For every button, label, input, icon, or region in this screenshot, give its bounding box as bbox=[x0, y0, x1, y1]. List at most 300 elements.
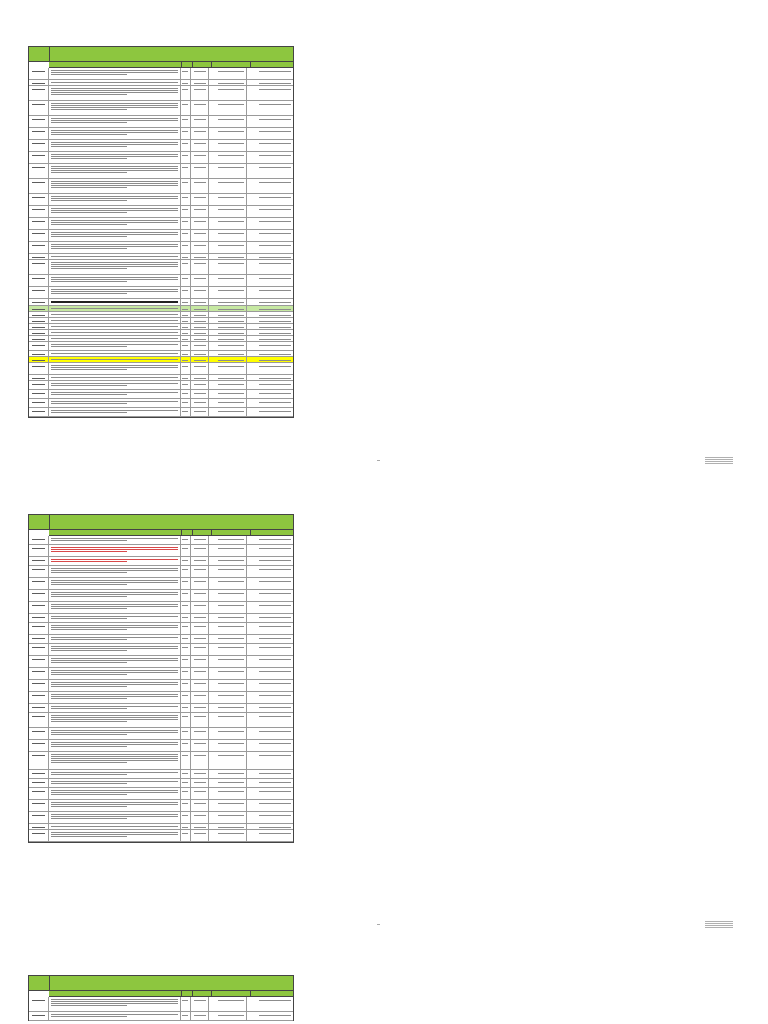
item-cell bbox=[29, 788, 49, 799]
table-row bbox=[29, 86, 293, 101]
unit-cell bbox=[181, 623, 191, 634]
description-cell bbox=[49, 1012, 181, 1020]
quantity-cell bbox=[191, 342, 209, 350]
total-value-cell bbox=[247, 381, 293, 389]
quantity-cell bbox=[191, 668, 209, 679]
total-value-cell bbox=[247, 644, 293, 655]
unit-value-cell bbox=[209, 800, 247, 811]
unit-cell bbox=[181, 578, 191, 589]
item-cell bbox=[29, 86, 49, 100]
unit-cell bbox=[181, 740, 191, 751]
description-cell bbox=[49, 179, 181, 193]
description-cell bbox=[49, 324, 181, 329]
item-cell bbox=[29, 254, 49, 259]
table-body bbox=[29, 536, 293, 842]
unit-cell bbox=[181, 644, 191, 655]
quantity-cell bbox=[191, 770, 209, 778]
quantity-cell bbox=[191, 357, 209, 362]
unit-value-cell bbox=[209, 788, 247, 799]
unit-cell bbox=[181, 101, 191, 115]
description-cell bbox=[49, 287, 181, 298]
sheet-header bbox=[29, 47, 293, 62]
total-value-cell bbox=[247, 779, 293, 787]
unit-value-cell bbox=[209, 218, 247, 229]
unit-value-cell bbox=[209, 306, 247, 311]
description-cell bbox=[49, 342, 181, 350]
unit-value-cell bbox=[209, 408, 247, 416]
total-value-cell bbox=[247, 390, 293, 398]
unit-value-cell bbox=[209, 779, 247, 787]
table-row bbox=[29, 779, 293, 788]
unit-cell bbox=[181, 704, 191, 712]
quantity-cell bbox=[191, 788, 209, 799]
item-cell bbox=[29, 287, 49, 298]
footer-note-2 bbox=[705, 920, 733, 929]
column-header-unit-value bbox=[212, 530, 251, 535]
item-cell bbox=[29, 997, 49, 1011]
unit-cell bbox=[181, 788, 191, 799]
table-row bbox=[29, 218, 293, 230]
quantity-cell bbox=[191, 254, 209, 259]
total-value-cell bbox=[247, 680, 293, 691]
total-value-cell bbox=[247, 692, 293, 703]
quantity-cell bbox=[191, 86, 209, 100]
quantity-cell bbox=[191, 164, 209, 178]
quantity-cell bbox=[191, 536, 209, 544]
unit-value-cell bbox=[209, 680, 247, 691]
total-value-cell bbox=[247, 800, 293, 811]
description-cell bbox=[49, 635, 181, 643]
table-row bbox=[29, 101, 293, 116]
total-value-cell bbox=[247, 206, 293, 217]
quantity-cell bbox=[191, 1012, 209, 1020]
unit-value-cell bbox=[209, 812, 247, 823]
unit-value-cell bbox=[209, 830, 247, 841]
unit-cell bbox=[181, 752, 191, 769]
table-row bbox=[29, 68, 293, 80]
column-header-description bbox=[49, 530, 182, 535]
description-cell bbox=[49, 101, 181, 115]
unit-value-cell bbox=[209, 336, 247, 341]
item-cell bbox=[29, 692, 49, 703]
description-cell bbox=[49, 242, 181, 253]
unit-value-cell bbox=[209, 728, 247, 739]
quantity-cell bbox=[191, 824, 209, 829]
unit-cell bbox=[181, 357, 191, 362]
quantity-cell bbox=[191, 218, 209, 229]
item-cell bbox=[29, 602, 49, 613]
quantity-cell bbox=[191, 101, 209, 115]
item-cell bbox=[29, 1012, 49, 1020]
quantity-cell bbox=[191, 830, 209, 841]
table-row bbox=[29, 140, 293, 152]
quantity-cell bbox=[191, 230, 209, 241]
total-value-cell bbox=[247, 545, 293, 556]
unit-cell bbox=[181, 545, 191, 556]
quantity-cell bbox=[191, 602, 209, 613]
table-row bbox=[29, 566, 293, 578]
item-cell bbox=[29, 324, 49, 329]
unit-cell bbox=[181, 363, 191, 374]
item-cell bbox=[29, 779, 49, 787]
table-row bbox=[29, 164, 293, 179]
quantity-cell bbox=[191, 306, 209, 311]
total-value-cell bbox=[247, 68, 293, 79]
total-value-cell bbox=[247, 357, 293, 362]
total-value-cell bbox=[247, 86, 293, 100]
unit-value-cell bbox=[209, 590, 247, 601]
table-row bbox=[29, 545, 293, 557]
total-value-cell bbox=[247, 713, 293, 727]
total-value-cell bbox=[247, 324, 293, 329]
quantity-cell bbox=[191, 363, 209, 374]
total-value-cell bbox=[247, 752, 293, 769]
group-header bbox=[50, 47, 293, 61]
description-cell bbox=[49, 656, 181, 667]
unit-cell bbox=[181, 824, 191, 829]
table-row bbox=[29, 668, 293, 680]
group-header bbox=[50, 515, 293, 529]
column-header-quantity bbox=[193, 530, 212, 535]
quantity-cell bbox=[191, 140, 209, 151]
unit-value-cell bbox=[209, 644, 247, 655]
quantity-cell bbox=[191, 206, 209, 217]
table-row bbox=[29, 623, 293, 635]
table-row bbox=[29, 830, 293, 842]
total-value-cell bbox=[247, 656, 293, 667]
total-value-cell bbox=[247, 312, 293, 317]
description-cell bbox=[49, 566, 181, 577]
table-row bbox=[29, 275, 293, 287]
item-column-header bbox=[29, 976, 50, 990]
unit-value-cell bbox=[209, 275, 247, 286]
unit-value-cell bbox=[209, 602, 247, 613]
total-value-cell bbox=[247, 116, 293, 127]
unit-cell bbox=[181, 399, 191, 407]
item-cell bbox=[29, 336, 49, 341]
total-value-cell bbox=[247, 997, 293, 1011]
unit-value-cell bbox=[209, 128, 247, 139]
total-value-cell bbox=[247, 351, 293, 356]
description-cell bbox=[49, 254, 181, 259]
description-cell bbox=[49, 578, 181, 589]
item-cell bbox=[29, 312, 49, 317]
item-cell bbox=[29, 545, 49, 556]
item-cell bbox=[29, 752, 49, 769]
table-row bbox=[29, 644, 293, 656]
total-value-cell bbox=[247, 770, 293, 778]
description-cell bbox=[49, 390, 181, 398]
description-cell bbox=[49, 692, 181, 703]
description-cell bbox=[49, 704, 181, 712]
description-cell bbox=[49, 830, 181, 841]
item-cell bbox=[29, 399, 49, 407]
quantity-cell bbox=[191, 260, 209, 274]
quantity-cell bbox=[191, 623, 209, 634]
total-value-cell bbox=[247, 230, 293, 241]
description-cell bbox=[49, 668, 181, 679]
quantity-cell bbox=[191, 381, 209, 389]
description-cell bbox=[49, 997, 181, 1011]
unit-cell bbox=[181, 351, 191, 356]
item-cell bbox=[29, 381, 49, 389]
quantity-cell bbox=[191, 408, 209, 416]
description-cell bbox=[49, 351, 181, 356]
unit-cell bbox=[181, 116, 191, 127]
table-row bbox=[29, 342, 293, 351]
item-cell bbox=[29, 614, 49, 622]
column-header-total-value bbox=[251, 991, 293, 996]
unit-cell bbox=[181, 330, 191, 335]
item-cell bbox=[29, 260, 49, 274]
footer-note-1 bbox=[705, 456, 733, 465]
unit-value-cell bbox=[209, 254, 247, 259]
unit-cell bbox=[181, 635, 191, 643]
quantity-cell bbox=[191, 557, 209, 565]
unit-value-cell bbox=[209, 704, 247, 712]
item-column-header bbox=[29, 515, 50, 529]
unit-cell bbox=[181, 680, 191, 691]
unit-value-cell bbox=[209, 68, 247, 79]
unit-cell bbox=[181, 86, 191, 100]
unit-value-cell bbox=[209, 194, 247, 205]
description-cell bbox=[49, 779, 181, 787]
unit-value-cell bbox=[209, 740, 247, 751]
table-row bbox=[29, 152, 293, 164]
column-header-description bbox=[49, 62, 182, 67]
unit-value-cell bbox=[209, 330, 247, 335]
description-cell bbox=[49, 312, 181, 317]
total-value-cell bbox=[247, 164, 293, 178]
quantity-cell bbox=[191, 299, 209, 305]
unit-cell bbox=[181, 800, 191, 811]
item-cell bbox=[29, 578, 49, 589]
item-cell bbox=[29, 230, 49, 241]
unit-cell bbox=[181, 713, 191, 727]
item-cell bbox=[29, 242, 49, 253]
description-cell bbox=[49, 800, 181, 811]
unit-value-cell bbox=[209, 390, 247, 398]
total-value-cell bbox=[247, 179, 293, 193]
unit-value-cell bbox=[209, 566, 247, 577]
unit-cell bbox=[181, 230, 191, 241]
description-cell bbox=[49, 614, 181, 622]
table-body bbox=[29, 997, 293, 1021]
total-value-cell bbox=[247, 375, 293, 380]
quantity-cell bbox=[191, 330, 209, 335]
unit-value-cell bbox=[209, 363, 247, 374]
quantity-cell bbox=[191, 390, 209, 398]
total-value-cell bbox=[247, 194, 293, 205]
quantity-cell bbox=[191, 399, 209, 407]
quantity-cell bbox=[191, 128, 209, 139]
unit-cell bbox=[181, 342, 191, 350]
description-cell bbox=[49, 536, 181, 544]
unit-cell bbox=[181, 536, 191, 544]
table-row bbox=[29, 128, 293, 140]
unit-value-cell bbox=[209, 578, 247, 589]
item-cell bbox=[29, 299, 49, 305]
page-marker-1 bbox=[377, 460, 380, 461]
table-row bbox=[29, 713, 293, 728]
total-value-cell bbox=[247, 788, 293, 799]
item-cell bbox=[29, 644, 49, 655]
item-cell bbox=[29, 351, 49, 356]
unit-cell bbox=[181, 68, 191, 79]
total-value-cell bbox=[247, 330, 293, 335]
total-value-cell bbox=[247, 399, 293, 407]
total-value-cell bbox=[247, 704, 293, 712]
item-cell bbox=[29, 408, 49, 416]
item-cell bbox=[29, 152, 49, 163]
unit-cell bbox=[181, 381, 191, 389]
unit-value-cell bbox=[209, 287, 247, 298]
table-row bbox=[29, 740, 293, 752]
description-cell bbox=[49, 623, 181, 634]
description-cell bbox=[49, 164, 181, 178]
table-row bbox=[29, 194, 293, 206]
table-row bbox=[29, 692, 293, 704]
unit-cell bbox=[181, 275, 191, 286]
total-value-cell bbox=[247, 254, 293, 259]
quantity-cell bbox=[191, 312, 209, 317]
total-value-cell bbox=[247, 275, 293, 286]
quantity-cell bbox=[191, 68, 209, 79]
table-row bbox=[29, 704, 293, 713]
column-header-quantity bbox=[193, 991, 212, 996]
unit-cell bbox=[181, 260, 191, 274]
table-row bbox=[29, 179, 293, 194]
total-value-cell bbox=[247, 602, 293, 613]
unit-cell bbox=[181, 390, 191, 398]
item-cell bbox=[29, 101, 49, 115]
column-header-unit bbox=[182, 62, 193, 67]
description-cell bbox=[49, 728, 181, 739]
unit-value-cell bbox=[209, 80, 247, 85]
unit-cell bbox=[181, 318, 191, 323]
total-value-cell bbox=[247, 287, 293, 298]
sheet-header bbox=[29, 515, 293, 530]
quantity-cell bbox=[191, 656, 209, 667]
total-value-cell bbox=[247, 566, 293, 577]
total-value-cell bbox=[247, 668, 293, 679]
total-value-cell bbox=[247, 299, 293, 305]
total-value-cell bbox=[247, 728, 293, 739]
table-row bbox=[29, 287, 293, 299]
item-cell bbox=[29, 140, 49, 151]
budget-sheet-page-1 bbox=[28, 46, 294, 418]
unit-value-cell bbox=[209, 152, 247, 163]
table-row bbox=[29, 602, 293, 614]
item-cell bbox=[29, 179, 49, 193]
unit-value-cell bbox=[209, 997, 247, 1011]
unit-cell bbox=[181, 306, 191, 311]
item-cell bbox=[29, 800, 49, 811]
quantity-cell bbox=[191, 997, 209, 1011]
description-cell bbox=[49, 740, 181, 751]
unit-cell bbox=[181, 728, 191, 739]
item-cell bbox=[29, 128, 49, 139]
quantity-cell bbox=[191, 704, 209, 712]
table-row bbox=[29, 116, 293, 128]
unit-value-cell bbox=[209, 381, 247, 389]
unit-cell bbox=[181, 242, 191, 253]
item-cell bbox=[29, 566, 49, 577]
total-value-cell bbox=[247, 408, 293, 416]
total-value-cell bbox=[247, 623, 293, 634]
unit-cell bbox=[181, 668, 191, 679]
item-cell bbox=[29, 164, 49, 178]
item-cell bbox=[29, 536, 49, 544]
budget-sheet-page-3 bbox=[28, 975, 294, 1021]
item-cell bbox=[29, 357, 49, 362]
table-row bbox=[29, 536, 293, 545]
total-value-cell bbox=[247, 1012, 293, 1020]
total-value-cell bbox=[247, 536, 293, 544]
column-header-unit-value bbox=[212, 62, 251, 67]
table-row bbox=[29, 206, 293, 218]
item-cell bbox=[29, 342, 49, 350]
table-row bbox=[29, 728, 293, 740]
unit-value-cell bbox=[209, 116, 247, 127]
description-cell bbox=[49, 680, 181, 691]
total-value-cell bbox=[247, 318, 293, 323]
item-cell bbox=[29, 713, 49, 727]
total-value-cell bbox=[247, 635, 293, 643]
item-cell bbox=[29, 330, 49, 335]
quantity-cell bbox=[191, 287, 209, 298]
item-cell bbox=[29, 635, 49, 643]
description-cell bbox=[49, 408, 181, 416]
description-cell bbox=[49, 152, 181, 163]
table-row bbox=[29, 812, 293, 824]
unit-value-cell bbox=[209, 770, 247, 778]
page-marker-2 bbox=[377, 924, 380, 925]
total-value-cell bbox=[247, 128, 293, 139]
unit-cell bbox=[181, 590, 191, 601]
unit-cell bbox=[181, 179, 191, 193]
description-cell bbox=[49, 381, 181, 389]
quantity-cell bbox=[191, 635, 209, 643]
description-cell bbox=[49, 275, 181, 286]
description-cell bbox=[49, 363, 181, 374]
total-value-cell bbox=[247, 740, 293, 751]
table-row bbox=[29, 260, 293, 275]
unit-value-cell bbox=[209, 545, 247, 556]
description-cell bbox=[49, 80, 181, 85]
table-row bbox=[29, 242, 293, 254]
column-header-unit bbox=[182, 530, 193, 535]
unit-cell bbox=[181, 152, 191, 163]
quantity-cell bbox=[191, 318, 209, 323]
quantity-cell bbox=[191, 545, 209, 556]
item-cell bbox=[29, 830, 49, 841]
description-cell bbox=[49, 713, 181, 727]
quantity-cell bbox=[191, 242, 209, 253]
table-row bbox=[29, 578, 293, 590]
quantity-cell bbox=[191, 336, 209, 341]
quantity-cell bbox=[191, 351, 209, 356]
unit-cell bbox=[181, 312, 191, 317]
sheet-header bbox=[29, 976, 293, 991]
unit-value-cell bbox=[209, 230, 247, 241]
table-row bbox=[29, 752, 293, 770]
total-value-cell bbox=[247, 557, 293, 565]
item-cell bbox=[29, 740, 49, 751]
item-cell bbox=[29, 557, 49, 565]
item-cell bbox=[29, 218, 49, 229]
item-cell bbox=[29, 824, 49, 829]
